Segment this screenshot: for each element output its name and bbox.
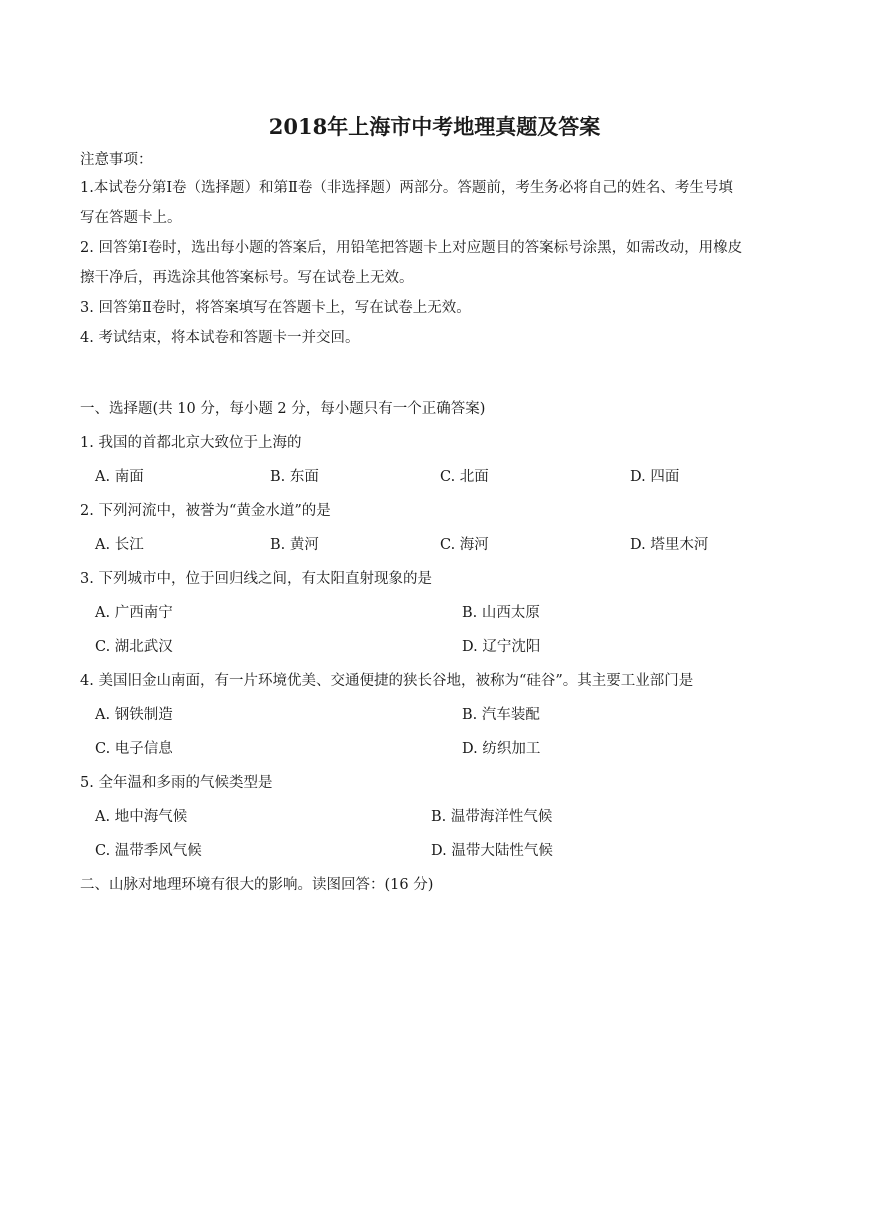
option-a: A. 南面 — [95, 469, 144, 485]
option-d: D. 四面 — [630, 469, 680, 485]
section1-heading: 一、选择题(共 10 分，每小题 2 分，每小题只有一个正确答案) — [80, 401, 486, 417]
option-b: B. 黄河 — [270, 537, 319, 553]
question-stem: 2. 下列河流中，被誉为“黄金水道”的是 — [80, 503, 331, 519]
option-b: B. 山西太原 — [462, 605, 540, 621]
question-stem: 5. 全年温和多雨的气候类型是 — [80, 775, 273, 791]
question-stem: 3. 下列城市中，位于回归线之间，有太阳直射现象的是 — [80, 571, 432, 587]
option-b: B. 东面 — [270, 469, 319, 485]
notice-line: 4. 考试结束，将本试卷和答题卡一并交回。 — [80, 330, 360, 346]
page-title: 2018年上海市中考地理真题及答案 — [268, 114, 601, 139]
notice-heading: 注意事项： — [80, 152, 153, 168]
question-stem: 4. 美国旧金山南面，有一片环境优美、交通便捷的狭长谷地，被称为“硅谷”。其主要工业部门是 — [80, 673, 694, 689]
section2-heading: 二、山脉对地理环境有很大的影响。读图回答：(16 分) — [80, 877, 434, 893]
option-a: A. 地中海气候 — [95, 809, 188, 825]
option-c: C. 湖北武汉 — [95, 639, 173, 655]
option-c: C. 海河 — [440, 537, 489, 553]
option-a: A. 广西南宁 — [95, 605, 173, 621]
notice-line: 擦干净后，再选涂其他答案标号。写在试卷上无效。 — [80, 270, 414, 286]
notice-line: 3. 回答第Ⅱ卷时，将答案填写在答题卡上，写在试卷上无效。 — [80, 300, 471, 316]
notice-line: 1.本试卷分第Ⅰ卷（选择题）和第Ⅱ卷（非选择题）两部分。答题前，考生务必将自己的姓名、考生号填 — [80, 180, 733, 196]
option-d: D. 辽宁沈阳 — [462, 639, 541, 655]
option-d: D. 塔里木河 — [630, 537, 709, 553]
option-d: D. 温带大陆性气候 — [431, 843, 553, 859]
option-c: C. 温带季风气候 — [95, 843, 202, 859]
option-c: C. 北面 — [440, 469, 489, 485]
question-stem: 1. 我国的首都北京大致位于上海的 — [80, 435, 302, 451]
option-d: D. 纺织加工 — [462, 741, 541, 757]
notice-line: 2. 回答第Ⅰ卷时，选出每小题的答案后，用铅笔把答题卡上对应题目的答案标号涂黑，如需改动，用橡皮 — [80, 240, 743, 256]
option-c: C. 电子信息 — [95, 741, 173, 757]
option-a: A. 钢铁制造 — [95, 707, 173, 723]
option-b: B. 温带海洋性气候 — [431, 809, 553, 825]
option-a: A. 长江 — [95, 537, 144, 553]
option-b: B. 汽车装配 — [462, 707, 540, 723]
notice-line: 写在答题卡上。 — [80, 210, 182, 226]
